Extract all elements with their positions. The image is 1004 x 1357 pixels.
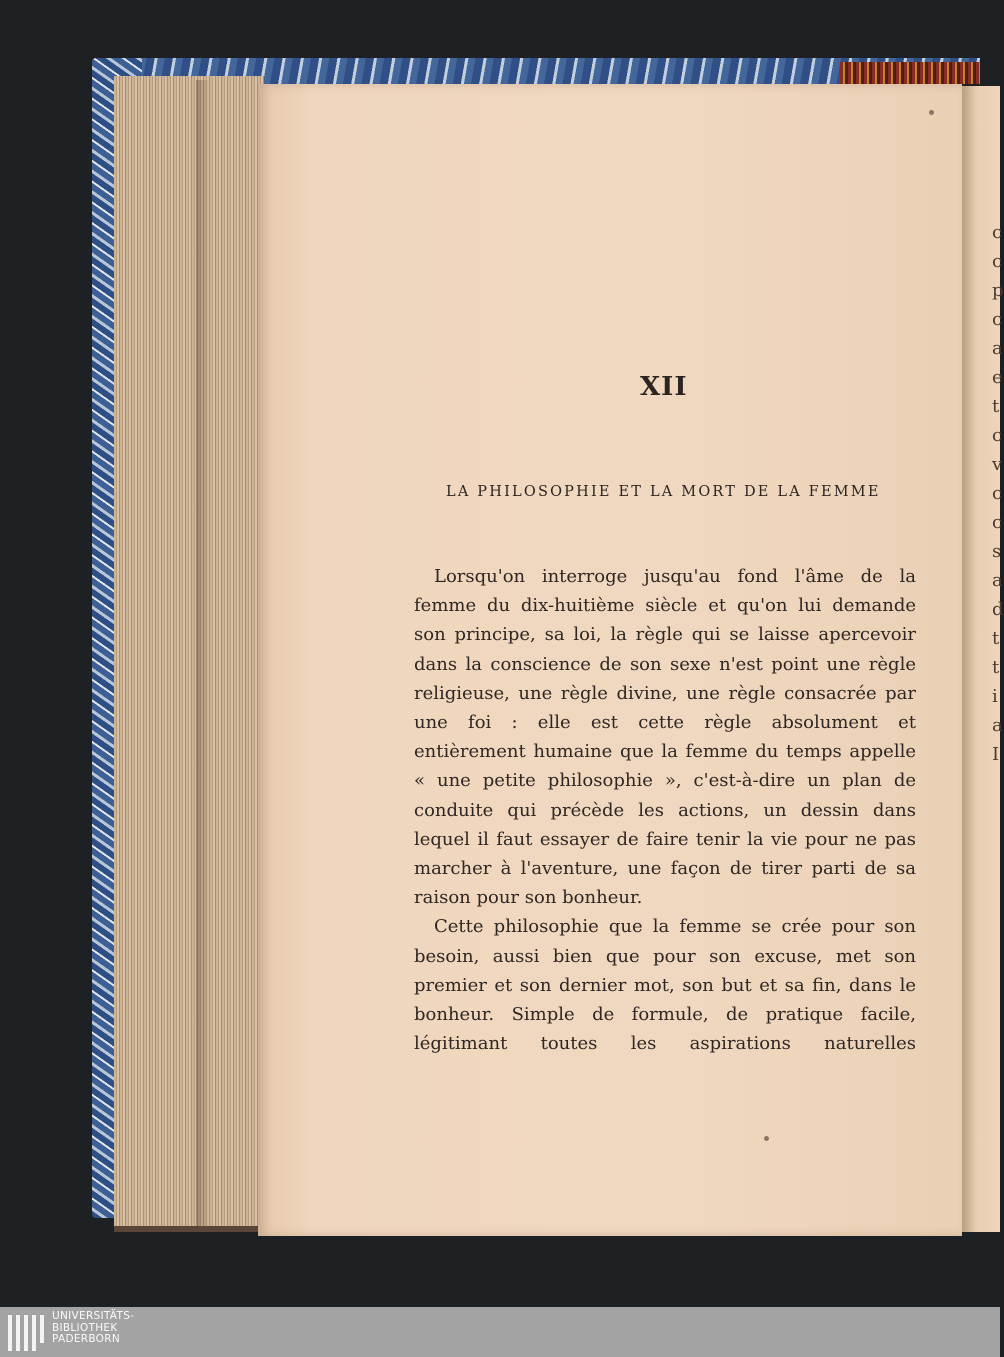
edge-letter: c xyxy=(992,309,1003,330)
edge-letter: I xyxy=(992,744,1000,765)
ink-spot xyxy=(929,110,934,115)
edge-letter: e xyxy=(992,367,1003,388)
logo-line: PADERBORN xyxy=(52,1333,120,1345)
chapter-number: XII xyxy=(640,372,688,402)
page-stack-shadow xyxy=(196,80,210,1226)
edge-letter: c xyxy=(992,251,1003,272)
library-logo-icon xyxy=(6,1313,46,1353)
library-footer xyxy=(0,1307,1000,1357)
logo-line: UNIVERSITÄTS- xyxy=(52,1310,135,1322)
edge-letter: c xyxy=(992,425,1003,446)
library-logo-text xyxy=(52,1311,134,1346)
edge-letter: v xyxy=(992,454,1003,475)
edge-letter: a xyxy=(992,715,1003,736)
edge-letter: d xyxy=(992,599,1004,620)
edge-letter: t xyxy=(992,628,1000,649)
edge-letter: c xyxy=(992,512,1003,533)
paragraph: Lorsqu'on interroge jusqu'au fond l'âme de la femme du dix-huitième siècle et qu'on lui demande son principe, sa loi, la règle qui se laisse apercevoir dans la conscience de son sexe n'est point une règle religieuse, une règle divine, une règle consacrée par une foi : elle est cette règle absolument et entièrement humaine que la femme du temps appelle « une petite philosophie », c'est-à-dire un plan de conduite qui précède les actions, un dessin dans lequel il faut essayer de faire tenir la vie pour ne pas marcher à l'aventure, une façon de tirer parti de sa raison pour son bonheur. xyxy=(414,566,916,909)
body-text xyxy=(414,562,916,1058)
edge-letter: i xyxy=(992,686,998,707)
edge-letter: c xyxy=(992,222,1003,243)
logo-line: BIBLIOTHEK xyxy=(52,1321,118,1334)
edge-letter: p xyxy=(992,280,1004,301)
edge-letter: c xyxy=(992,483,1003,504)
edge-letter: a xyxy=(992,338,1003,359)
ink-spot xyxy=(764,1136,769,1141)
edge-letter: s xyxy=(992,541,1002,562)
spine-band xyxy=(840,62,980,84)
edge-letter: t xyxy=(992,396,1000,417)
edge-letter: a xyxy=(992,570,1003,591)
chapter-title: LA PHILOSOPHIE ET LA MORT DE LA FEMME xyxy=(446,484,881,500)
page-stack-edge xyxy=(114,76,264,1232)
edge-letter: t xyxy=(992,657,1000,678)
paragraph: Cette philosophie que la femme se crée pour son besoin, aussi bien que pour son excuse, met son premier et son dernier mot, son but et sa fin, dans le bonheur. Simple de formule, de pratique facile, légitimant toutes les aspirations naturelles xyxy=(414,916,916,1055)
